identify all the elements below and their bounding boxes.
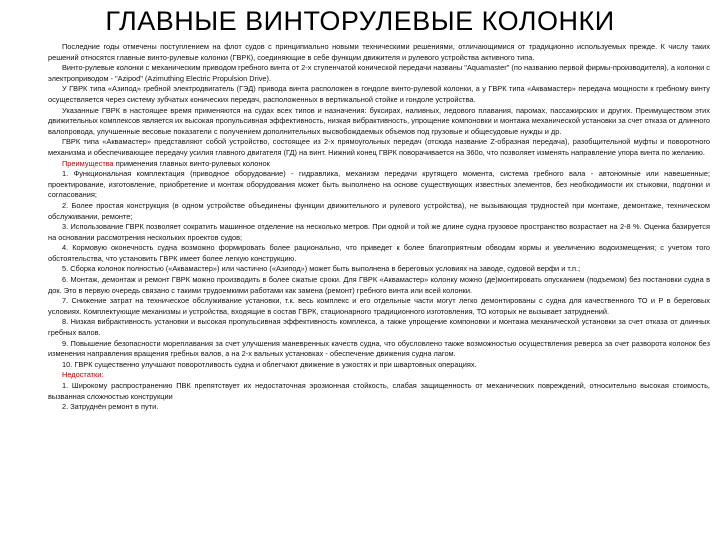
disadvantage-item: 2. Затруднён ремонт в пути. [62,402,159,412]
paragraph: ГВРК типа «Аквамастер» представляют собой устройство, состоящее из 2-х прямоугольных передач (отсюда название Z-образная передача), разобщительной муфты и поворотного механизма и обеспечивающее передачу усилия главного двигателя (ГД) на винт. Нижний конец ГВРК поворачивается на 360о, что позволяет изменять направление упора винта по желанию. [48,137,710,157]
advantages-heading [48,159,710,170]
paragraph: У ГВРК типа «Азипод» гребной электродвигатель (ГЭД) привода винта расположен в гондоле винто-рулевой колонки, а у ГВРК типа «Аквамастер» передача мощности к гребному винту осуществляется через систему зубчатых конических передач, расположенных в вертикальной стойке и гондоле устройства. [48,84,710,104]
advantages-heading-accent: Преимущества [62,158,114,168]
page-title: ГЛАВНЫЕ ВИНТОРУЛЕВЫЕ КОЛОНКИ [105,6,615,36]
advantage-item: 7. Снижение затрат на техническое обслуживание установки, т.к. весь комплекс и его отдельные части могут легко демонтированы с судна для качественного ТО и Р в береговых условиях. Комплектующие механизмы и устройства, входящие в состав ГВРК, стационарного традиционного изготовления, ТО которых не вызывает затруднений. [48,296,710,316]
paragraph: Последние годы отмечены поступлением на флот судов с принципиально новыми техническими решениями, отличающимися от традиционно используемых прежде. К числу таких решений относятся главные винто-рулевые колонки (ГВРК), соединяющие в себе функции движителя и рулевого устройства активного типа. [48,42,710,62]
disadvantage-item: 1. Широкому распространению ПВК препятствует их недостаточная эрозионная стойкость, слабая защищенность от механических повреждений, относительно высокая стоимость, вызванная сложностью конструкции [48,381,710,401]
advantage-item: 3. Использование ГВРК позволяет сократить машинное отделение на несколько метров. При одной и той же длине судна грузовое пространство возрастает на 2-8 %. Оценка базируется на основании рассмотрения нескольких проектов судов; [48,222,710,242]
paragraph: Указанные ГВРК в настоящее время применяются на судах всех типов и назначения: буксирах, наливных, ледового плавания, паромах, пассажирских и других. Преимуществом этих движительных комплексов является их высокая пропульсивная эффективность, низкая вибрактивность, упрощение компоновки и монтажа механической установки за счет отказа от длинного валопровода, улучшенные весовые показатели с получением дополнительных высвобождаемых объемов под грузовые и общесудовые нужды и др. [48,105,710,136]
disadvantages-heading: Недостатки: [62,370,104,380]
advantage-item: 6. Монтаж, демонтаж и ремонт ГВРК можно производить в более сжатые сроки. Для ГВРК «Аквамастер» колонку можно (де)монтировать опусканием (подъемом) без постановки судна в док. Это в первую очередь связано с такими трудоемкими работами как замена (ремонт) гребного винта или всей колонки. [48,275,710,295]
advantage-item: 5. Сборка колонок полностью («Аквамастер») или частично («Азипод») может быть выполнена в береговых условиях на заводе, судовой верфи и т.п.; [62,264,581,274]
advantage-item: 8. Низкая вибрактивность установки и высокая пропульсивная эффективность комплекса, а также упрощение компоновки и монтажа механической установки за счет отказа от длинных гребных валов. [48,317,710,338]
advantage-item: 2. Более простая конструкция (в одном устройстве объединены функции движительного и рулевого устройства), не вызывающая трудностей при монтаже, демонтаже, техническом обслуживании, ремонте; [48,200,710,221]
advantage-item: 4. Кормовую оконечность судна возможно формировать более рационально, что приведет к более благоприятным обводам кормы и увеличению водоизмещения; с учетом того обстоятельства, что установить ГВРК имеет более легкую конструкцию. [48,243,710,263]
advantage-item: 9. Повышение безопасности мореплавания за счет улучшения маневренных качеств судна, что обусловлено также возможностью осуществления реверса за счет разворота колонок без изменения направления вращения гребных валов, а на 2-х вальных установках - обеспечение движения судна лагом. [48,338,710,359]
paragraph: Винто-рулевые колонки с механическим приводом гребного винта от 2-х ступенчатой конической передачи названы "Aquamaster" (по названию первой фирмы-производителя), а колонки с электроприводом - "Azipod" (Azimuthing Electric Propulsion Drive). [48,63,710,83]
advantages-heading-rest: применения главных винто-рулевых колонок [113,158,270,168]
advantage-item: 10. ГВРК существенно улучшают поворотливость судна и облегчают движение в узкостях и при швартовных операциях. [62,359,477,369]
advantage-item: 1. Функциональная комплектация (приводное оборудование) - гидравлика, механизм передачи крутящего момента, система гребного вала - автономные или навешенные; проектирование, изготовление, приобретение и монтаж оборудования может быть выполнено на основе существующих известных элементов, без необходимости их стыковки, подгонки и согласования; [48,169,710,200]
document-body [48,42,710,413]
